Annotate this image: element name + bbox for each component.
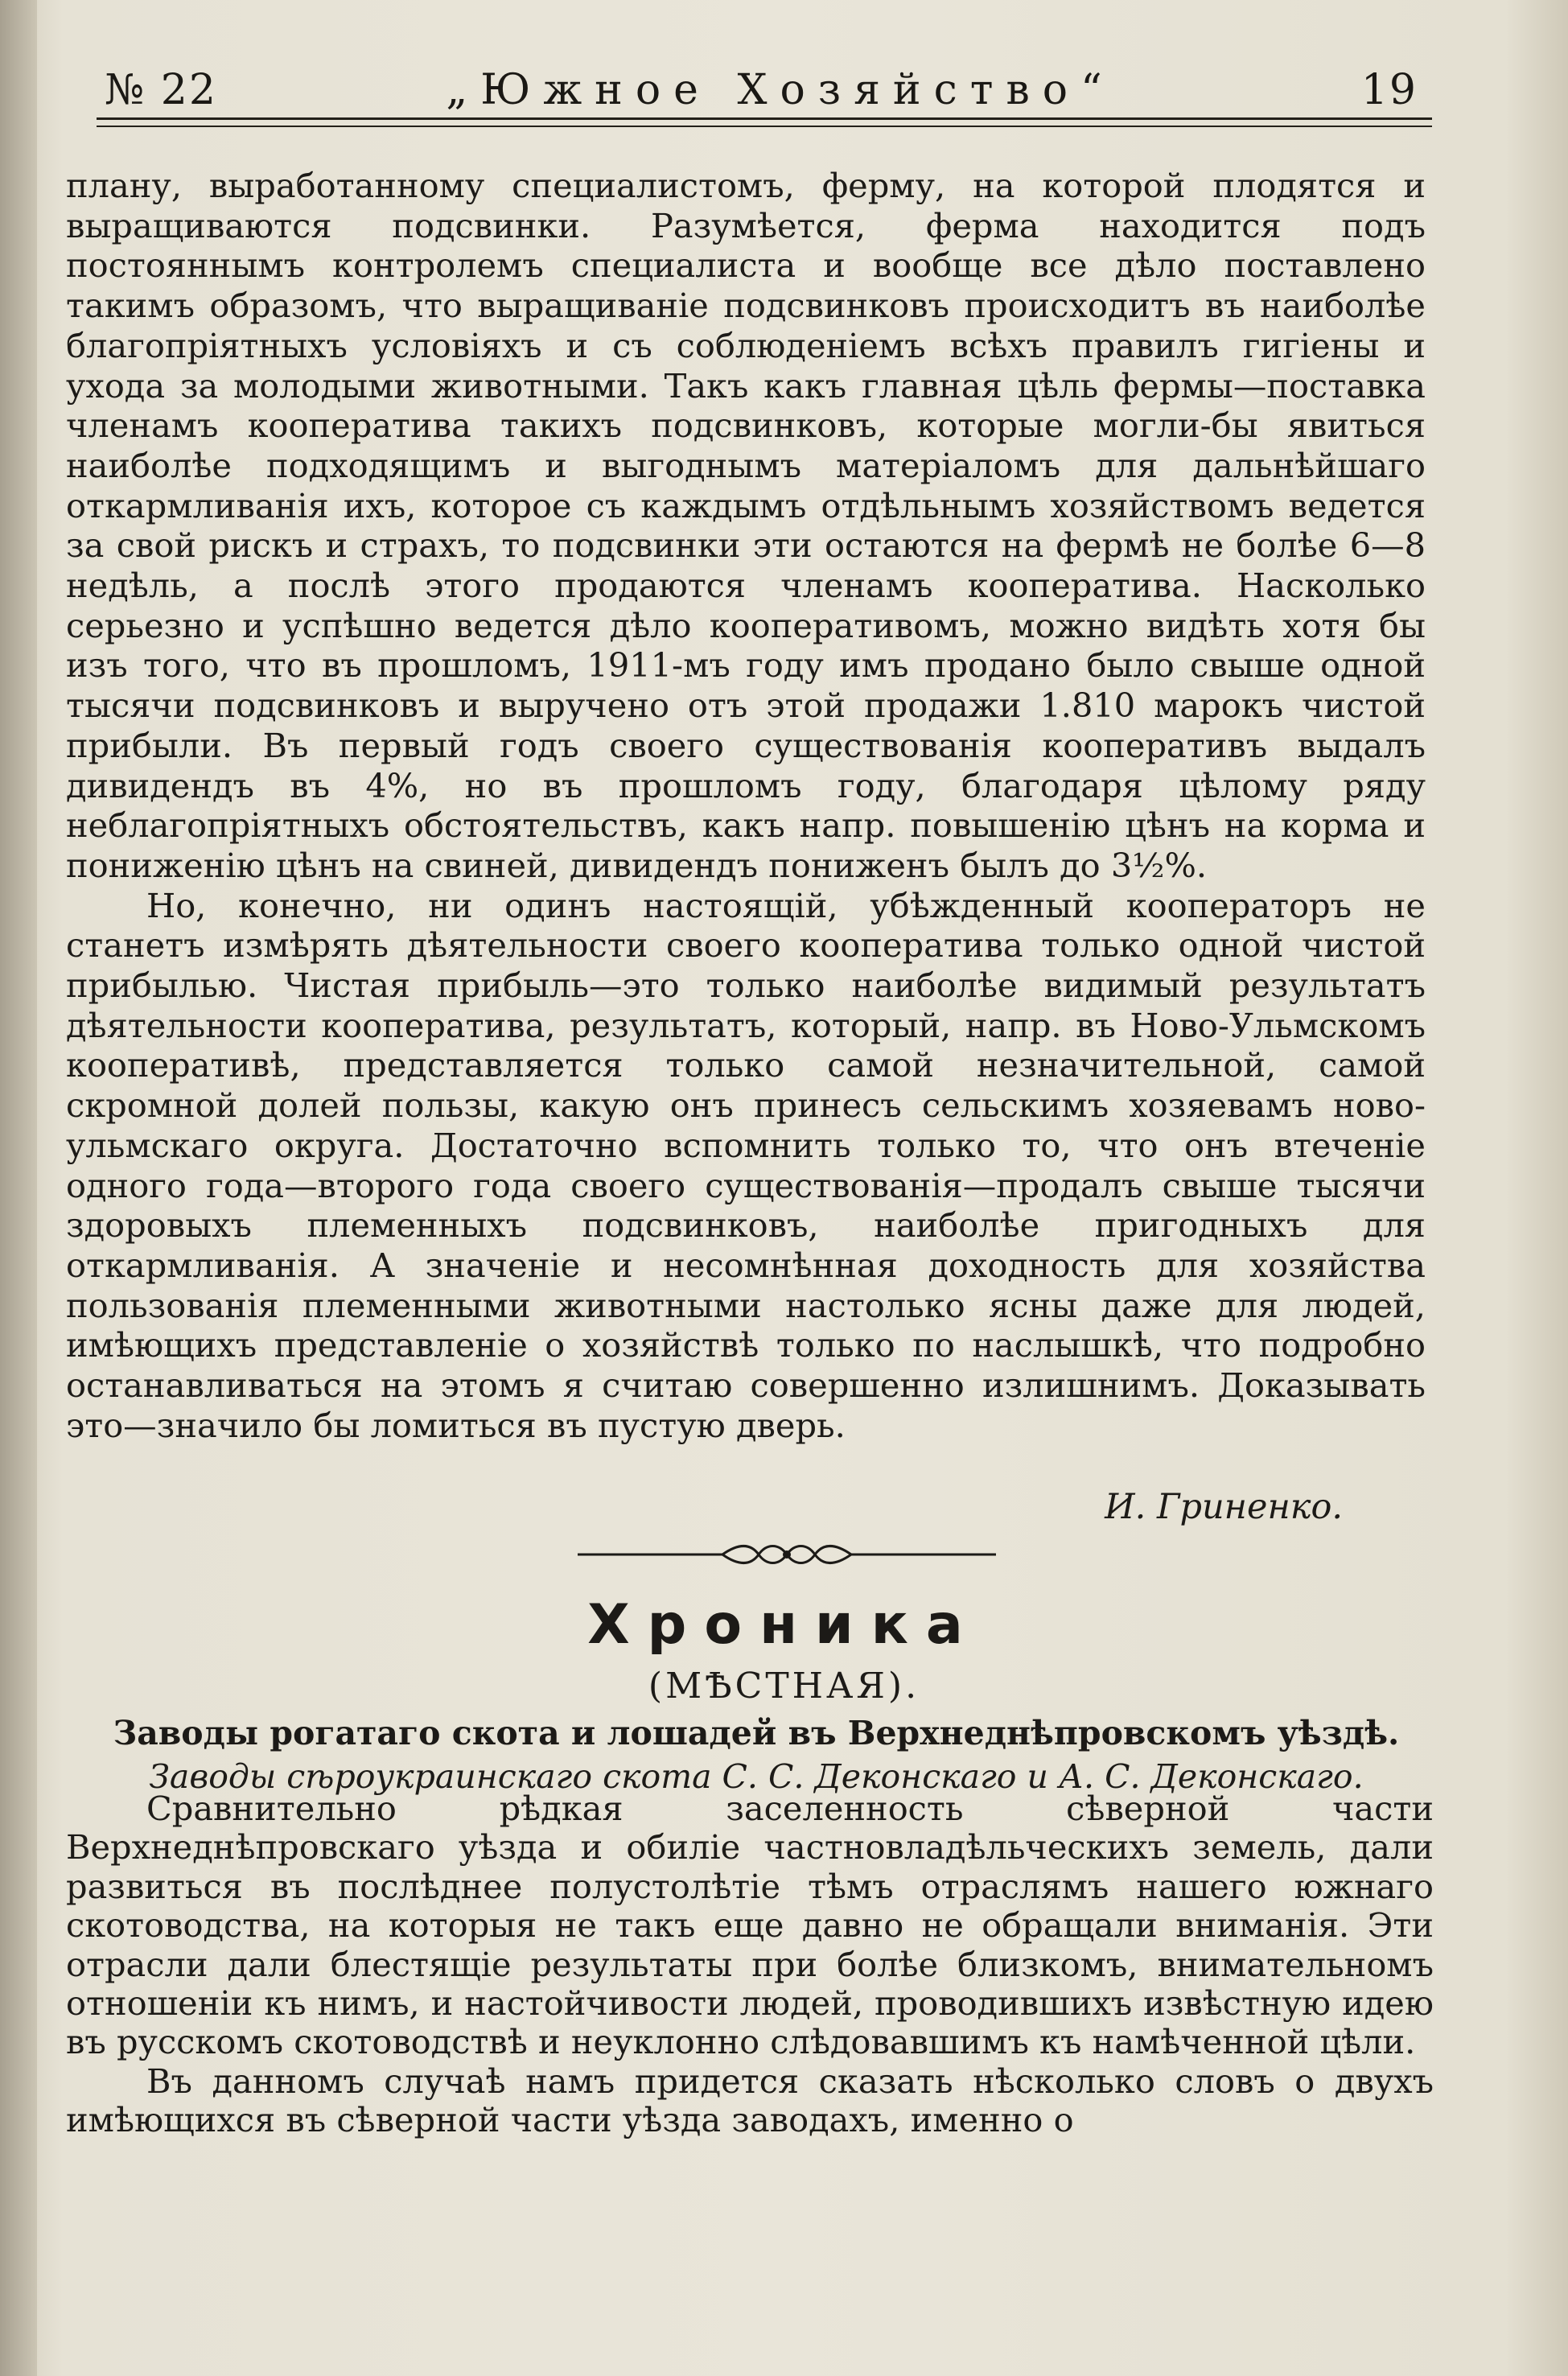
binding-gutter — [0, 0, 37, 2376]
running-header — [97, 66, 1432, 114]
article-paragraph: Но, конечно, ни одинъ настоящій, убѣжденный кооператоръ не станетъ измѣрять дѣятельности своего кооператива только одной чистой прибылью. Чистая прибыль—это только наиболѣе видимый результатъ дѣятельности кооператива, результатъ, который, напр. въ Ново-Ульмскомъ кооперативѣ, представляется только самой незначительной, самой скромной долей пользы, какую онъ принесъ сельскимъ хозяевамъ ново-ульмскаго округа. Достаточно вспомнить только то, что онъ втеченіе одного года—второго года своего существованія—продалъ свыше тысячи здоровыхъ племенныхъ подсвинковъ, наиболѣе пригодныхъ для откармливанія. А значеніе и несомнѣнная доходность для хозяйства пользованія племенными животными настолько ясны даже для людей, имѣющихъ представленіе о хозяйствѣ только по наслышкѣ, что подробно останавливаться на этомъ я считаю совершенно излишнимъ. Доказывать это—значило бы ломиться въ пустую дверь. — [66, 885, 1426, 1445]
chronicle-body — [66, 1789, 1434, 2140]
chronicle-subtitle: (МѢСТНАЯ). — [648, 1666, 920, 1707]
header-rule-thin — [97, 126, 1432, 127]
chronicle-paragraph: Въ данномъ случаѣ намъ придется сказать нѣсколько словъ о двухъ имѣющихся въ сѣверной части уѣзда заводахъ, именно о — [66, 2061, 1434, 2140]
chronicle-title: Хроника — [587, 1593, 981, 1657]
article-paragraph: плану, выработанному специалистомъ, ферму, на которой плодятся и выращиваются подсвинки. Разумѣется, ферма находится подъ постояннымъ контролемъ специалиста и вообще все дѣло поставлено такимъ образомъ, что выращиваніе подсвинковъ происходитъ въ наиболѣе благопріятныхъ условіяхъ и съ соблюденіемъ всѣхъ правилъ гигіены и ухода за молодыми животными. Такъ какъ главная цѣль фермы—поставка членамъ кооператива такихъ подсвинковъ, которые могли-бы явиться наиболѣе подходящимъ и выгоднымъ матеріаломъ для дальнѣйшаго откармливанія ихъ, которое съ каждымъ отдѣльнымъ хозяйствомъ ведется за свой рискъ и страхъ, то подсвинки эти остаются на фермѣ не болѣе 6—8 недѣль, а послѣ этого продаются членамъ кооператива. Насколько серьезно и успѣшно ведется дѣло кооперативомъ, можно видѣть хотя бы изъ того, что въ прошломъ, 1911-мъ году имъ продано было свыше одной тысячи подсвинковъ и выручено отъ этой продажи 1.810 марокъ чистой прибыли. Въ первый годъ своего существованія кооперативъ выдалъ дивидендъ въ 4%, но въ прошломъ году, благодаря цѣлому ряду неблагопріятныхъ обстоятельствъ, какъ напр. повышенію цѣнъ на корма и пониженію цѣнъ на свиней, дивидендъ пониженъ былъ до 3½%. — [66, 166, 1426, 885]
article-body — [66, 166, 1426, 1446]
section-heading: Заводы рогатаго скота и лошадей въ Верхнеднѣпровскомъ уѣздѣ. — [113, 1714, 1400, 1752]
journal-title: „Южное Хозяйство“ — [446, 66, 1115, 114]
issue-number: № 22 — [105, 66, 217, 114]
chronicle-paragraph: Сравнительно рѣдкая заселенность сѣверной части Верхнеднѣпровскаго уѣзда и обиліе частновладѣльческихъ земель, дали развиться въ послѣднее полустолѣтіе тѣмъ отраслямъ нашего южнаго скотоводства, на которыя не такъ еще давно не обращали вниманія. Эти отрасли дали блестящіе результаты при болѣе близкомъ, внимательномъ отношеніи къ нимъ, и настойчивости людей, проводившихъ извѣстную идею въ русскомъ скотоводствѣ и неуклонно слѣдовавшимъ къ намѣченной цѣли. — [66, 1789, 1434, 2062]
author-signature: И. Гриненко. — [1105, 1487, 1343, 1527]
section-divider-ornament — [578, 1538, 996, 1571]
section-subheading: Заводы сѣроукраинскаго скота С. С. Деконскаго и А. С. Деконскаго. — [149, 1757, 1364, 1796]
page-number: 19 — [1360, 66, 1418, 114]
header-rule — [97, 117, 1432, 120]
